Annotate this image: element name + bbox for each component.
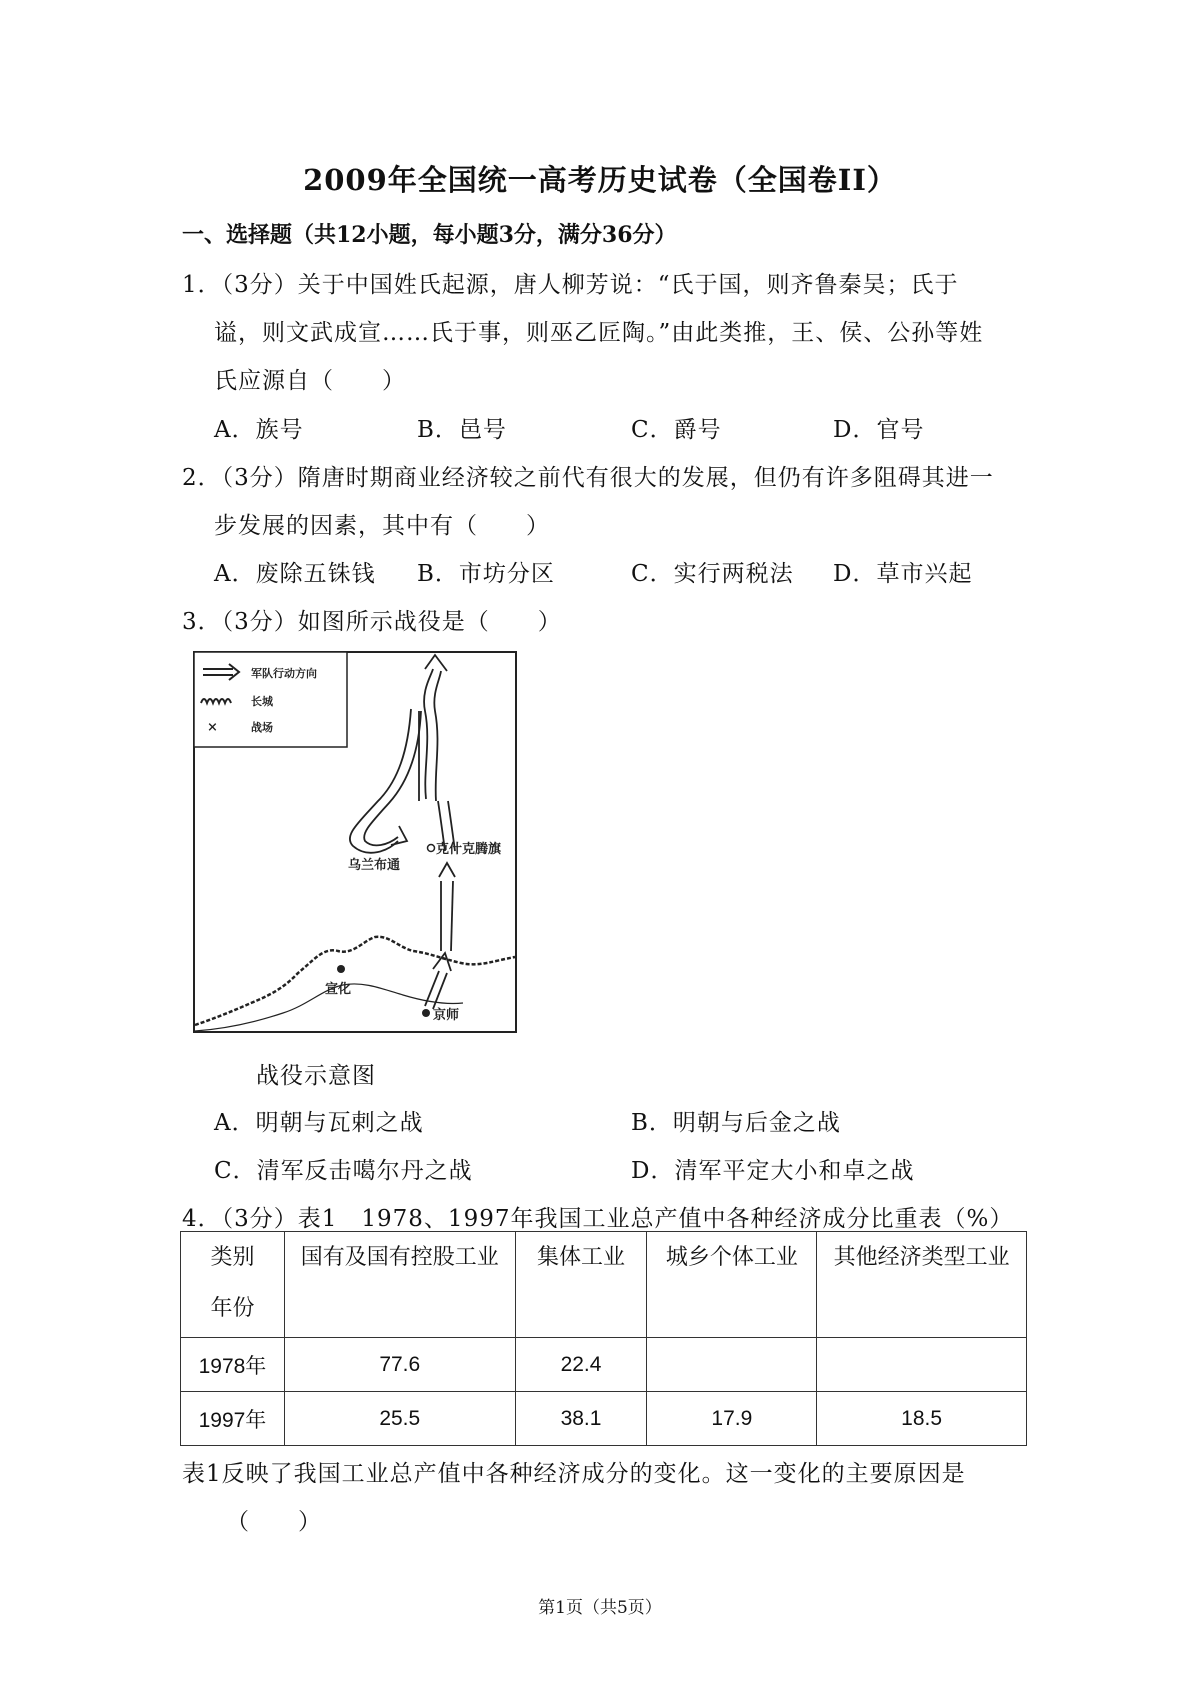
q3-option-a: A．明朝与瓦剌之战 [214,1110,424,1136]
table-cell: 18.5 [817,1392,1027,1446]
jingshi-marker [422,1009,430,1017]
table-header-cell: 国有及国有控股工业 [284,1232,515,1338]
q4-line1: 4．（3分）表1 1978、1997年我国工业总产值中各种经济成分比重表（%） [182,1206,1014,1232]
table-corner-cell [181,1232,285,1338]
q2-option-b: B．市坊分区 [417,561,555,587]
page-footer: 第1页（共5页） [538,1598,662,1618]
page-title: 2009年全国统一高考历史试卷（全国卷II） [303,163,897,197]
section-heading: 一、选择题（共12小题，每小题3分，满分36分） [182,222,677,248]
label-xuanhua: 宣化 [325,982,352,997]
table-cell: 25.5 [284,1392,515,1446]
label-jingshi: 京师 [433,1008,460,1023]
table-header-cell: 其他经济类型工业 [817,1232,1027,1338]
table-year-cell: 1978年 [181,1338,285,1392]
legend-battlefield: 战场 [251,721,273,734]
q1-option-c: C．爵号 [631,417,722,443]
q3-option-b: B．明朝与后金之战 [631,1110,841,1136]
q1-option-b: B．邑号 [417,417,507,443]
q1-line2: 谥，则文武成宣……氏于事，则巫乙匠陶。”由此类推，王、侯、公孙等姓 [214,320,984,346]
table-cell [817,1338,1027,1392]
table-cell [647,1338,817,1392]
q3-option-c: C．清军反击噶尔丹之战 [214,1158,473,1184]
industry-share-table [180,1231,1027,1446]
q3-option-d: D．清军平定大小和卓之战 [631,1158,915,1184]
q2-option-d: D．草市兴起 [833,561,973,587]
legend-great-wall: 长城 [251,695,273,708]
battlefield-marker [428,845,435,852]
q4-after-line1: 表1反映了我国工业总产值中各种经济成分的变化。这一变化的主要原因是 [182,1461,966,1487]
xuanhua-marker [337,965,345,973]
table-row [181,1338,1027,1392]
table-header-cell: 集体工业 [515,1232,647,1338]
table-cell: 17.9 [647,1392,817,1446]
corner-year-label: 年份 [210,1296,255,1321]
q1-line3: 氏应源自（ ） [214,368,406,394]
table-header-row [181,1232,1027,1338]
label-wulanbutong: 乌兰布通 [348,858,401,873]
q1-option-a: A．族号 [214,417,304,443]
map-legend [194,652,347,747]
table-row [181,1392,1027,1446]
q1-option-d: D．官号 [833,417,925,443]
table-cell: 22.4 [515,1338,647,1392]
map-caption: 战役示意图 [256,1063,376,1089]
table-cell: 77.6 [284,1338,515,1392]
corner-category-label: 类别 [210,1245,255,1270]
q2-option-a: A．废除五铢钱 [214,561,376,587]
table-year-cell: 1997年 [181,1392,285,1446]
q1-line1: 1．（3分）关于中国姓氏起源，唐人柳芳说：“氏于国，则齐鲁秦吴；氏于 [182,272,959,298]
table-header-cell: 城乡个体工业 [647,1232,817,1338]
table-cell: 38.1 [515,1392,647,1446]
q3-line1: 3．（3分）如图所示战役是（ ） [182,609,562,635]
label-keshiketengqi: 克什克腾旗 [436,842,502,857]
q2-line2: 步发展的因素，其中有（ ） [214,513,550,539]
battle-map [193,651,519,1034]
battlefield-icon: × [207,720,218,735]
q4-after-line2: （ ） [226,1509,322,1535]
q2-option-c: C．实行两税法 [631,561,794,587]
q2-line1: 2．（3分）隋唐时期商业经济较之前代有很大的发展，但仍有许多阻碍其进一 [182,465,994,491]
legend-army-direction: 军队行动方向 [251,667,317,680]
